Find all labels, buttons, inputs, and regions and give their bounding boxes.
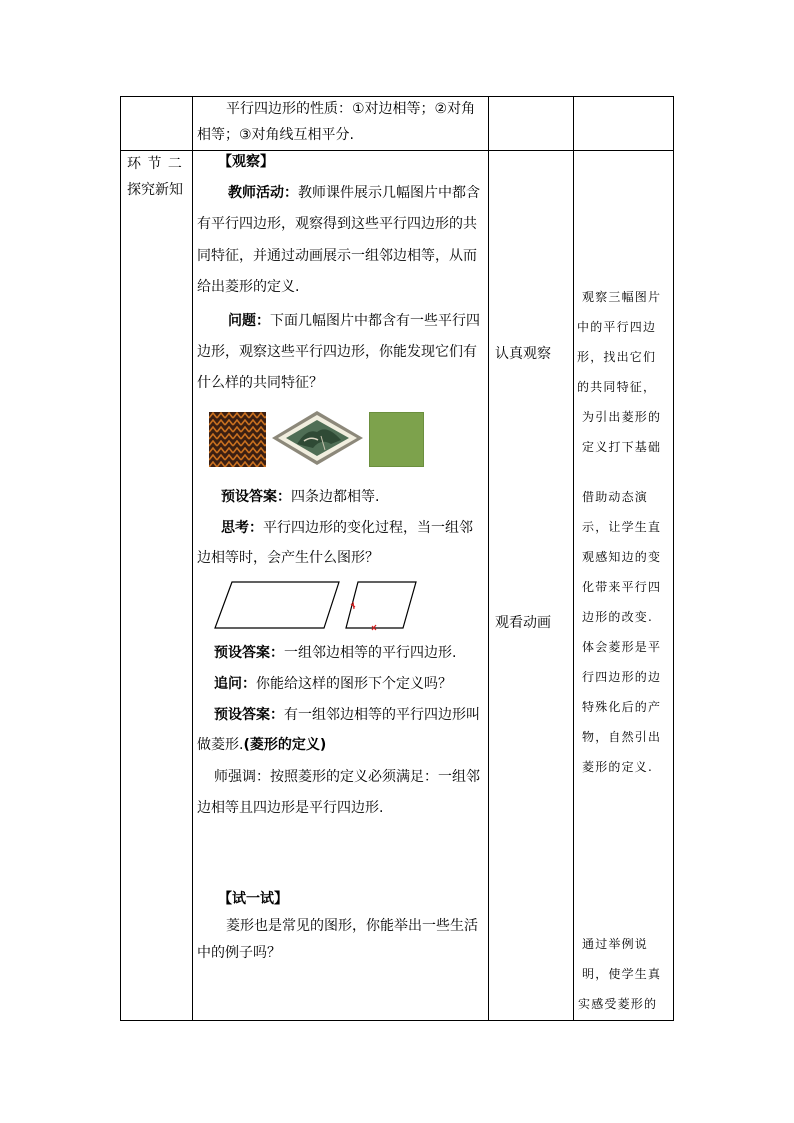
- intent-3-line: 明，使学生真: [582, 967, 662, 981]
- intent-2-line: 物，自然引出: [582, 730, 662, 744]
- teacher-emphasis-line1: 师强调：按照菱形的定义必须满足：一组邻: [214, 769, 480, 785]
- teacher-activity-line2: 有平行四边形，观察得到这些平行四边形的共: [197, 216, 477, 232]
- green-fabric-image: [369, 412, 424, 467]
- think-label: 思考：: [221, 520, 263, 536]
- preset-answer-3-text: 有一组邻边相等的平行四边形叫: [284, 707, 480, 723]
- student-activity-observe: 认真观察: [495, 346, 551, 362]
- property-text-line1: 平行四边形的性质：①对边相等；②对角: [226, 101, 476, 117]
- intent-3-line: 通过举例说: [582, 937, 649, 951]
- intent-2-line: 行四边形的边: [582, 670, 662, 684]
- followup-label: 追问：: [214, 676, 256, 692]
- think-text: 平行四边形的变化过程，当一组邻: [263, 520, 473, 536]
- teacher-activity-text: 教师课件展示几幅图片中都含: [298, 185, 480, 201]
- teacher-activity-label: 教师活动：: [228, 185, 298, 201]
- column-divider-2: [488, 96, 489, 1021]
- rhombus-definition-tag: (菱形的定义): [243, 737, 327, 753]
- intent-1-line: 的共同特征，: [577, 380, 657, 394]
- try-line2: 中的例子吗？: [197, 945, 281, 961]
- stage-label-line2: 探究新知: [127, 182, 183, 198]
- question-line3: 什么样的共同特征？: [197, 375, 323, 391]
- intent-2-line: 借助动态演: [582, 490, 649, 504]
- property-text-line2: 相等；③对角线互相平分.: [197, 127, 355, 143]
- intent-2-line: 边形的改变.: [582, 610, 654, 624]
- followup-question: [214, 674, 452, 694]
- question-text: 下面几幅图片中都含有一些平行四: [270, 313, 480, 329]
- teacher-activity-line4: 给出菱形的定义.: [197, 279, 300, 295]
- intent-2-line: 化带来平行四: [582, 580, 662, 594]
- preset-answer-2-text: 一组邻边相等的平行四边形.: [284, 645, 457, 661]
- preset-answer-2-label: 预设答案：: [214, 645, 284, 661]
- intent-1-line: 中的平行四边: [577, 320, 657, 334]
- teacher-activity-line1: [228, 183, 480, 203]
- table-bottom-border: [120, 1020, 674, 1021]
- observe-heading: 【观察】: [218, 154, 274, 170]
- teacher-activity-line3: 同特征，并通过动画展示一组邻边相等，从而: [197, 248, 477, 264]
- preset-answer-2: [214, 643, 456, 663]
- intent-2-line: 体会菱形是平: [582, 640, 662, 654]
- preset-answer-1-label: 预设答案：: [221, 489, 291, 505]
- intent-2-line: 观感知边的变: [582, 550, 662, 564]
- intent-1-line: 为引出菱形的: [582, 410, 662, 424]
- table-top-border: [120, 96, 674, 97]
- question-line1: [228, 311, 480, 331]
- rhombus-painting-image: [271, 410, 364, 466]
- preset-answer-1-text: 四条边都相等.: [291, 489, 380, 505]
- column-divider-3: [573, 96, 574, 1021]
- think-line1: [221, 518, 473, 538]
- try-line1: 菱形也是常见的图形，你能举出一些生活: [226, 918, 478, 934]
- intent-1-line: 观察三幅图片: [582, 290, 662, 304]
- column-divider-1: [192, 96, 193, 1021]
- intent-1-line: 定义打下基础: [582, 440, 662, 454]
- preset-answer-3-label: 预设答案：: [214, 707, 284, 723]
- think-line2: 边相等时，会产生什么图形？: [197, 550, 379, 566]
- followup-text: 你能给这样的图形下个定义吗？: [256, 676, 452, 692]
- intent-3-line: 实感受菱形的: [578, 997, 658, 1011]
- intent-2-line: 特殊化后的产: [582, 700, 662, 714]
- intent-1-line: 形，找出它们: [577, 350, 657, 364]
- rhombus-term: 做菱形.: [197, 737, 244, 753]
- student-activity-animation: 观看动画: [495, 615, 551, 631]
- question-line2: 边形，观察这些平行四边形，你能发现它们有: [197, 344, 477, 360]
- stage-label-line1: 环 节 二: [127, 156, 183, 172]
- intent-2-line: 菱形的定义.: [582, 760, 654, 774]
- preset-answer-3-line1: [214, 705, 480, 725]
- question-label: 问题：: [228, 313, 270, 329]
- teacher-emphasis-line2: 边相等且四边形是平行四边形.: [197, 800, 384, 816]
- try-heading: 【试一试】: [218, 891, 288, 907]
- pattern-image: [209, 412, 266, 467]
- intent-2-line: 示，让学生直: [582, 520, 662, 534]
- parallelogram-diagram: [212, 578, 422, 634]
- preset-answer-1: [221, 487, 379, 507]
- table-left-border: [120, 96, 121, 1021]
- row-divider: [120, 150, 674, 151]
- preset-answer-3-line2: [197, 735, 326, 755]
